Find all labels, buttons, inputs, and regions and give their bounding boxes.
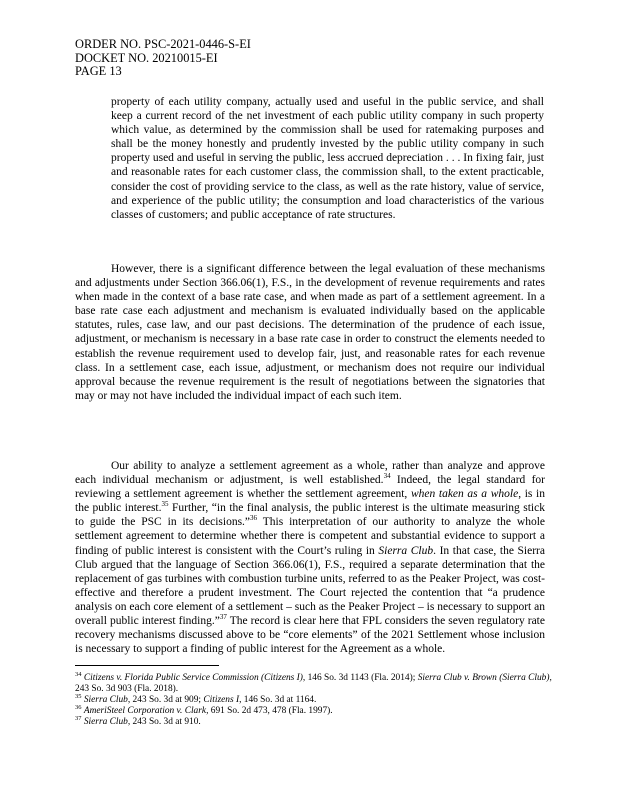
footnote-34: $^{34}$ Citizens v. Florida Public Service Commission (Citizens I), 146 So. 3d 1143 (Fla. 2014); Sierra Club v. Brown (Sierra Club), 243 So. 3d 903 (Fla. 2018). [75,670,552,695]
footnote-ref-36[interactable]: 36 [250,514,258,523]
paragraph-settlement-distinction: However, there is a significant difference between the legal evaluation of these mechanisms and adjustments under Section 366.06(1), F.S., in the development of revenue requirements and rates when made in the context of a base rate case, and when made as part of a settlement agreement. In a base rate case each adjustment and mechanism is evaluated individually based on the applicable statutes, rules, case law, and our past decisions. The determination of the prudence of each issue, adjustment, or mechanism is necessary in a base rate case in order to construct the elements needed to establish the revenue requirement used to develop fair, just, and reasonable rates for each revenue class. In a settlement case, each issue, adjustment, or mechanism does not require our individual approval because the revenue requirement is the result of negotiations between the signatories that may or may not have included the individual impact of each such item. [75,263,545,402]
footnote-ref-35[interactable]: 35 [161,500,169,509]
footnote-divider [75,665,219,666]
statute-block-quote: property of each utility company, actually used and useful in the public service, and shall keep a current record of the net investment of each public utility company in such property which value, as determined by the commission shall be used for ratemaking purposes and shall be the money honestly and prudently invested by the public utility company in such property used and useful in serving the public, less accrued depreciation . . . In fixing fair, just and reasonable rates for each customer class, the commission shall, to the extent practicable, consider the cost of providing service to the class, as well as the rate history, value of service, and experience of the public utility; the consumption and load characteristics of the various classes of customers; and public acceptance of rate structures. [111,96,544,221]
paragraph-settlement-analysis: Our ability to analyze a settlement agreement as a whole, rather than analyze and approve each individual mechanism or adjustment, is well established.$^{34}$ Indeed, the legal standard for reviewing a settlement agreement is whether the settlement agreement, when taken as a whole, is in the public interest.$^{35}$ Further, “in the final analysis, the public interest is the ultimate measuring stick to guide the PSC in its decisions.”$^{36}$ This interpretation of our authority to analyze the whole settlement agreement to determine whether there is competent and substantial evidence to support a finding of public interest is consistent with the Court’s ruling in Sierra Club. In that case, the Sierra Club argued that the language of Section 366.06(1), F.S., required a separate determination that the replacement of gas turbines with combustion turbine units, referred to as the Peaker Project, was cost-effective and therefore a prudent investment. The Court rejected the contention that “a prudence analysis on each core element of a settlement – such as the Peaker Project – is necessary to support an overall public interest finding.”$^{37}$ The record is clear here that FPL considers the seven regulatory rate recovery mechanisms discussed above to be “core elements” of the 2021 Settlement whose inclusion is necessary to support a finding of public interest for the Agreement as a whole. [75,460,546,656]
footnote-36: $^{36}$ AmeriSteel Corporation v. Clark, 691 So. 2d 473, 478 (Fla. 1997). [75,704,333,717]
footnote-35: $^{35}$ Sierra Club, 243 So. 3d at 909; Citizens I, 146 So. 3d at 1164. [75,693,317,706]
footnote-37: $^{37}$ Sierra Club, 243 So. 3d at 910. [75,715,201,728]
page-number: PAGE 13 [75,64,122,79]
footnote-ref-34[interactable]: 34 [383,472,391,481]
docket-number: DOCKET NO. 20210015-EI [75,50,218,65]
footnote-ref-37[interactable]: 37 [219,613,227,622]
page-header [75,38,251,79]
order-number: ORDER NO. PSC-2021-0446-S-EI [75,37,251,51]
footnotes [75,670,555,728]
